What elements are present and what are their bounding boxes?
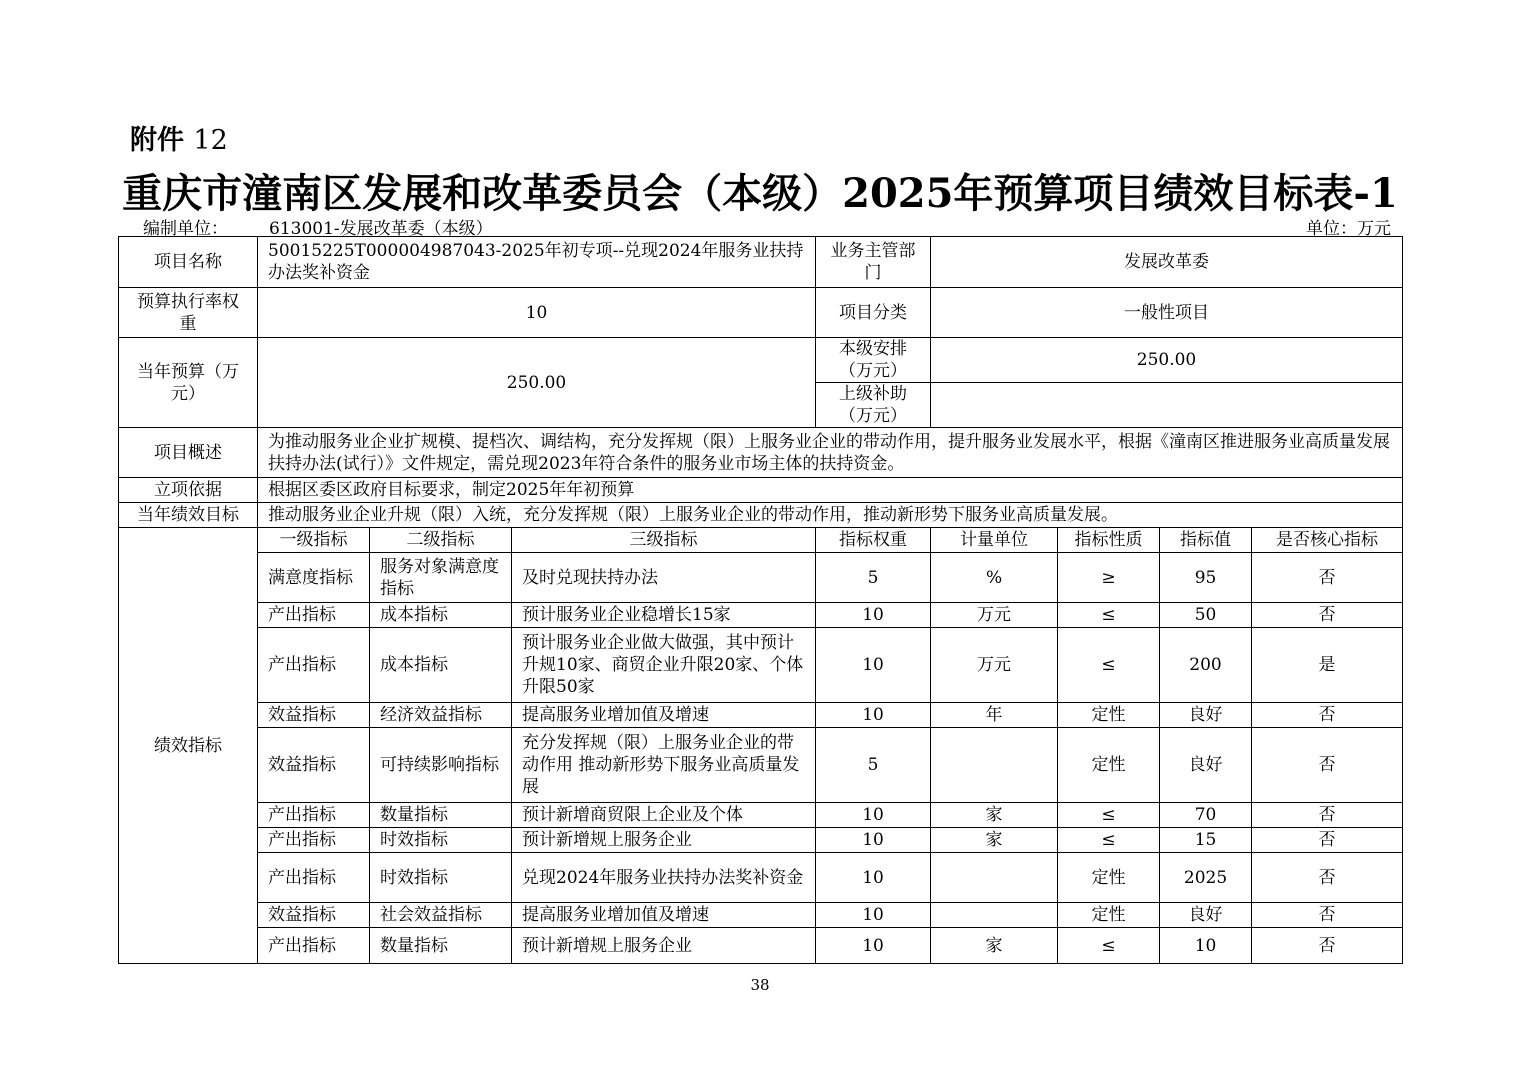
row-level3: 预计服务业企业稳增长15家 [512,603,816,628]
dept-label: 业务主管部门 [816,237,931,288]
row-core: 否 [1252,853,1403,903]
local-arrangement-value: 250.00 [931,338,1403,383]
attachment-label [130,118,228,157]
row-value: 50 [1160,603,1252,628]
category-value: 一般性项目 [931,288,1403,338]
goal-value: 推动服务业企业升规（限）入统，充分发挥规（限）上服务业企业的带动作用，推动新形势下服务业高质量发展。 [258,503,1403,528]
row-unit: % [931,553,1058,603]
row-nature: ≤ [1058,803,1160,828]
row-unit: 家 [931,828,1058,853]
row-core: 否 [1252,553,1403,603]
row-level3: 预计新增规上服务企业 [512,928,816,964]
upper-subsidy-label: 上级补助（万元） [816,383,931,428]
row-unit: 年 [931,703,1058,728]
row-level2: 时效指标 [370,828,512,853]
row-level2: 数量指标 [370,803,512,828]
row-core: 是 [1252,628,1403,703]
row-level1: 产出指标 [258,853,370,903]
row-unit: 家 [931,928,1058,964]
row-nature: 定性 [1058,703,1160,728]
upper-subsidy-value [931,383,1403,428]
row-unit: 万元 [931,628,1058,703]
header-level2: 二级指标 [370,528,512,553]
header-value: 指标值 [1160,528,1252,553]
indicator-row [119,728,1403,803]
row-level1: 产出指标 [258,828,370,853]
row-level3: 兑现2024年服务业扶持办法奖补资金 [512,853,816,903]
row-level2: 成本指标 [370,628,512,703]
row-value: 良好 [1160,703,1252,728]
row-level2: 数量指标 [370,928,512,964]
money-unit: 单位：万元 [1306,219,1391,239]
row-level1: 效益指标 [258,903,370,928]
local-arrangement-label: 本级安排（万元） [816,338,931,383]
header-core: 是否核心指标 [1252,528,1403,553]
row-level3: 预计新增商贸限上企业及个体 [512,803,816,828]
row-weight: 10 [816,903,931,928]
indicator-row [119,603,1403,628]
header-weight: 指标权重 [816,528,931,553]
row-value: 良好 [1160,728,1252,803]
overview-label: 项目概述 [119,428,258,478]
header-nature: 指标性质 [1058,528,1160,553]
row-unit [931,728,1058,803]
row-core: 否 [1252,903,1403,928]
row-weight: 10 [816,853,931,903]
row-weight: 10 [816,603,931,628]
attachment-text: 附件 [130,125,184,156]
project-name-value: 50015225T000004987043-2025年初专项--兑现2024年服务业扶持办法奖补资金 [258,237,816,288]
row-level2: 成本指标 [370,603,512,628]
row-value: 95 [1160,553,1252,603]
budget-label: 当年预算（万元） [119,338,258,428]
row-unit: 万元 [931,603,1058,628]
indicator-row [119,553,1403,603]
row-core: 否 [1252,603,1403,628]
document-title: 重庆市潼南区发展和改革委员会（本级）2025年预算项目绩效目标表-1 [122,170,1398,217]
basis-value: 根据区委区政府目标要求，制定2025年年初预算 [258,478,1403,503]
compiling-unit-value: 613001-发展改革委（本级） [269,219,493,239]
row-level2: 可持续影响指标 [370,728,512,803]
budget-value: 250.00 [258,338,816,428]
row-core: 否 [1252,703,1403,728]
compiling-unit-label: 编制单位： [143,219,228,239]
row-level2: 服务对象满意度指标 [370,553,512,603]
row-weight: 10 [816,928,931,964]
performance-table [118,236,1403,964]
project-name-label: 项目名称 [119,237,258,288]
indicator-row [119,853,1403,903]
row-weight: 10 [816,828,931,853]
row-nature: ≤ [1058,628,1160,703]
row-core: 否 [1252,728,1403,803]
row-level1: 产出指标 [258,603,370,628]
row-weight: 5 [816,728,931,803]
indicator-row [119,803,1403,828]
row-weight: 10 [816,703,931,728]
overview-value: 为推动服务业企业扩规模、提档次、调结构，充分发挥规（限）上服务业企业的带动作用，提升服务业发展水平，根据《潼南区推进服务业高质量发展扶持办法(试行）》文件规定，需兑现2023年符合条件的服务业市场主体的扶持资金。 [258,428,1403,478]
row-level1: 效益指标 [258,728,370,803]
attachment-number: 12 [193,125,228,156]
page-number: 38 [750,976,770,994]
indicator-row [119,828,1403,853]
indicator-row [119,628,1403,703]
row-level3: 充分发挥规（限）上服务业企业的带动作用 推动新形势下服务业高质量发展 [512,728,816,803]
row-value: 15 [1160,828,1252,853]
row-level1: 产出指标 [258,803,370,828]
header-level3: 三级指标 [512,528,816,553]
row-level2: 经济效益指标 [370,703,512,728]
row-level1: 效益指标 [258,703,370,728]
row-value: 2025 [1160,853,1252,903]
row-nature: ≤ [1058,603,1160,628]
row-value: 70 [1160,803,1252,828]
indicator-row [119,903,1403,928]
row-unit [931,903,1058,928]
goal-label: 当年绩效目标 [119,503,258,528]
row-nature: 定性 [1058,728,1160,803]
header-unit: 计量单位 [931,528,1058,553]
header-level1: 一级指标 [258,528,370,553]
row-level2: 时效指标 [370,853,512,903]
row-level1: 产出指标 [258,928,370,964]
row-weight: 10 [816,803,931,828]
row-level1: 满意度指标 [258,553,370,603]
row-core: 否 [1252,828,1403,853]
category-label: 项目分类 [816,288,931,338]
row-weight: 5 [816,553,931,603]
row-level3: 及时兑现扶持办法 [512,553,816,603]
row-nature: ≤ [1058,928,1160,964]
row-level3: 预计新增规上服务企业 [512,828,816,853]
row-level3: 提高服务业增加值及增速 [512,703,816,728]
row-core: 否 [1252,928,1403,964]
row-value: 10 [1160,928,1252,964]
exec-weight-label: 预算执行率权重 [119,288,258,338]
row-value: 良好 [1160,903,1252,928]
row-level3: 提高服务业增加值及增速 [512,903,816,928]
row-level3: 预计服务业企业做大做强，其中预计升规10家、商贸企业升限20家、个体升限50家 [512,628,816,703]
row-unit: 家 [931,803,1058,828]
row-unit [931,853,1058,903]
indicator-row [119,703,1403,728]
basis-label: 立项依据 [119,478,258,503]
row-level2: 社会效益指标 [370,903,512,928]
row-nature: ≥ [1058,553,1160,603]
row-weight: 10 [816,628,931,703]
indicator-row [119,928,1403,964]
row-core: 否 [1252,803,1403,828]
row-nature: 定性 [1058,853,1160,903]
dept-value: 发展改革委 [931,237,1403,288]
indicators-label: 绩效指标 [119,528,258,964]
row-nature: ≤ [1058,828,1160,853]
exec-weight-value: 10 [258,288,816,338]
row-value: 200 [1160,628,1252,703]
row-level1: 产出指标 [258,628,370,703]
row-nature: 定性 [1058,903,1160,928]
